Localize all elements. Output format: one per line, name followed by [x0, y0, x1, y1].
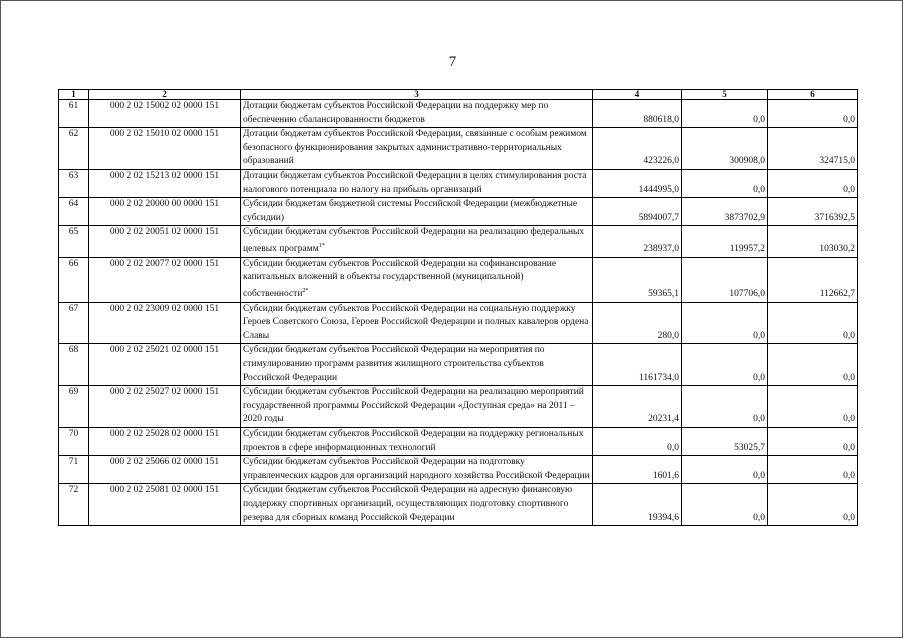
table-row: [59, 427, 858, 455]
value-col5-cell: 0,0: [682, 456, 768, 484]
name-cell: [241, 226, 593, 257]
header-cell: 6: [768, 90, 858, 100]
table-row: [59, 128, 858, 170]
value-col4-cell: 423226,0: [593, 128, 682, 170]
table-row: [59, 484, 858, 526]
value-col5-cell: 119957,2: [682, 226, 768, 257]
header-cell: 4: [593, 90, 682, 100]
name-cell: [241, 456, 593, 484]
table-row: [59, 456, 858, 484]
code-cell: 000 2 02 25027 02 0000 151: [89, 386, 241, 428]
footnote-marker: 1*: [318, 242, 325, 249]
header-cell: 1: [59, 90, 89, 100]
value-col6-cell: 0,0: [768, 302, 858, 344]
row-number-cell: 68: [59, 344, 89, 386]
value-col4-cell: 880618,0: [593, 100, 682, 128]
name-cell: [241, 484, 593, 526]
value-col4-cell: 59365,1: [593, 257, 682, 302]
value-col5-cell: 0,0: [682, 344, 768, 386]
name-cell: [241, 100, 593, 128]
row-number-cell: 67: [59, 302, 89, 344]
value-col5-cell: 0,0: [682, 484, 768, 526]
name-text: Субсидии бюджетам субъектов Российской Федерации на поддержку региональных проектов в сфере информационных технологий: [243, 428, 584, 453]
code-cell: 000 2 02 25028 02 0000 151: [89, 427, 241, 455]
code-cell: 000 2 02 25081 02 0000 151: [89, 484, 241, 526]
header-cell: 3: [241, 90, 593, 100]
value-col6-cell: 0,0: [768, 344, 858, 386]
budget-table: [58, 89, 858, 526]
name-cell: [241, 169, 593, 197]
code-cell: 000 2 02 20051 02 0000 151: [89, 226, 241, 257]
footnote-marker: 2*: [302, 287, 309, 294]
page-number: 7: [448, 54, 457, 70]
value-col5-cell: 0,0: [682, 386, 768, 428]
row-number-cell: 71: [59, 456, 89, 484]
value-col5-cell: 0,0: [682, 302, 768, 344]
row-number-cell: 65: [59, 226, 89, 257]
code-cell: 000 2 02 25021 02 0000 151: [89, 344, 241, 386]
code-cell: 000 2 02 15010 02 0000 151: [89, 128, 241, 170]
code-cell: 000 2 02 20077 02 0000 151: [89, 257, 241, 302]
row-number-cell: 62: [59, 128, 89, 170]
header-cell: 2: [89, 90, 241, 100]
name-text: Субсидии бюджетам субъектов Российской Федерации на мероприятия по стимулированию программ развития жилищного строительства субъектов Российской Федерации: [243, 345, 545, 383]
name-text: Субсидии бюджетам субъектов Российской Федерации на реализацию мероприятий государственной программы Российской Федерации «Доступная среда» на 2011 – 2020 годы: [243, 387, 584, 425]
value-col5-cell: 0,0: [682, 169, 768, 197]
value-col4-cell: 0,0: [593, 427, 682, 455]
name-text: Дотации бюджетам субъектов Российской Федерации, связанные с особым режимом безопасного функционирования закрытых административно-территориальных образований: [243, 129, 587, 167]
value-col6-cell: 112662,7: [768, 257, 858, 302]
name-text: Дотации бюджетам субъектов Российской Федерации в целях стимулирования роста налогового потенциала по налогу на прибыль организаций: [243, 170, 587, 195]
table-row: [59, 169, 858, 197]
code-cell: 000 2 02 15213 02 0000 151: [89, 169, 241, 197]
value-col5-cell: 0,0: [682, 100, 768, 128]
value-col6-cell: 0,0: [768, 100, 858, 128]
name-cell: [241, 128, 593, 170]
value-col5-cell: 3873702,9: [682, 198, 768, 226]
row-number-cell: 63: [59, 169, 89, 197]
name-cell: [241, 386, 593, 428]
value-col5-cell: 300908,0: [682, 128, 768, 170]
value-col6-cell: 103030,2: [768, 226, 858, 257]
name-text: Субсидии бюджетам субъектов Российской Федерации на социальную поддержку Героев Советского Союза, Героев Российской Федерации и полных кавалеров ордена Славы: [243, 303, 589, 341]
name-text: Субсидии бюджетам субъектов Российской Федерации на подготовку управленческих кадров для организаций народного хозяйства Российской Федерации: [243, 457, 590, 481]
row-number-cell: 69: [59, 386, 89, 428]
value-col4-cell: 1601,6: [593, 456, 682, 484]
value-col6-cell: 0,0: [768, 169, 858, 197]
header-cell: 5: [682, 90, 768, 100]
value-col5-cell: 53025,7: [682, 427, 768, 455]
value-col4-cell: 20231,4: [593, 386, 682, 428]
name-text: Дотации бюджетам субъектов Российской Федерации на поддержку мер по обеспечению сбалансированности бюджетов: [243, 101, 549, 125]
row-number-cell: 70: [59, 427, 89, 455]
table-row: [59, 226, 858, 257]
row-number-cell: 66: [59, 257, 89, 302]
code-cell: 000 2 02 23009 02 0000 151: [89, 302, 241, 344]
table-row: [59, 100, 858, 128]
name-cell: [241, 302, 593, 344]
value-col4-cell: 1161734,0: [593, 344, 682, 386]
code-cell: 000 2 02 25066 02 0000 151: [89, 456, 241, 484]
table-row: [59, 198, 858, 226]
code-cell: 000 2 02 15002 02 0000 151: [89, 100, 241, 128]
value-col6-cell: 0,0: [768, 427, 858, 455]
table-row: [59, 257, 858, 302]
value-col6-cell: 0,0: [768, 456, 858, 484]
table-row: [59, 344, 858, 386]
name-cell: [241, 198, 593, 226]
value-col4-cell: 280,0: [593, 302, 682, 344]
row-number-cell: 64: [59, 198, 89, 226]
table-row: [59, 386, 858, 428]
value-col4-cell: 1444995,0: [593, 169, 682, 197]
name-text: Субсидии бюджетам бюджетной системы Российской Федерации (межбюджетные субсидии): [243, 199, 578, 223]
value-col6-cell: 324715,0: [768, 128, 858, 170]
table-row: [59, 302, 858, 344]
value-col5-cell: 107706,0: [682, 257, 768, 302]
code-cell: 000 2 02 20000 00 0000 151: [89, 198, 241, 226]
table-header-row: [59, 90, 858, 100]
name-cell: [241, 427, 593, 455]
name-text: Субсидии бюджетам субъектов Российской Федерации на адресную финансовую поддержку спортивных организаций, осуществляющих подготовку спортивного резерва для сборных команд Российской Федерации: [243, 485, 573, 523]
value-col6-cell: 3716392,5: [768, 198, 858, 226]
row-number-cell: 61: [59, 100, 89, 128]
value-col4-cell: 19394,6: [593, 484, 682, 526]
name-cell: [241, 257, 593, 302]
row-number-cell: 72: [59, 484, 89, 526]
value-col6-cell: 0,0: [768, 386, 858, 428]
name-cell: [241, 344, 593, 386]
name-text: Субсидии бюджетам субъектов Российской Федерации на реализацию федеральных целевых программ: [243, 227, 585, 255]
value-col4-cell: 238937,0: [593, 226, 682, 257]
value-col4-cell: 5894007,7: [593, 198, 682, 226]
name-text: Субсидии бюджетам субъектов Российской Федерации на софинансирование капитальных вложений в объекты государственной (муниципальной) собственности: [243, 258, 557, 300]
value-col6-cell: 0,0: [768, 484, 858, 526]
